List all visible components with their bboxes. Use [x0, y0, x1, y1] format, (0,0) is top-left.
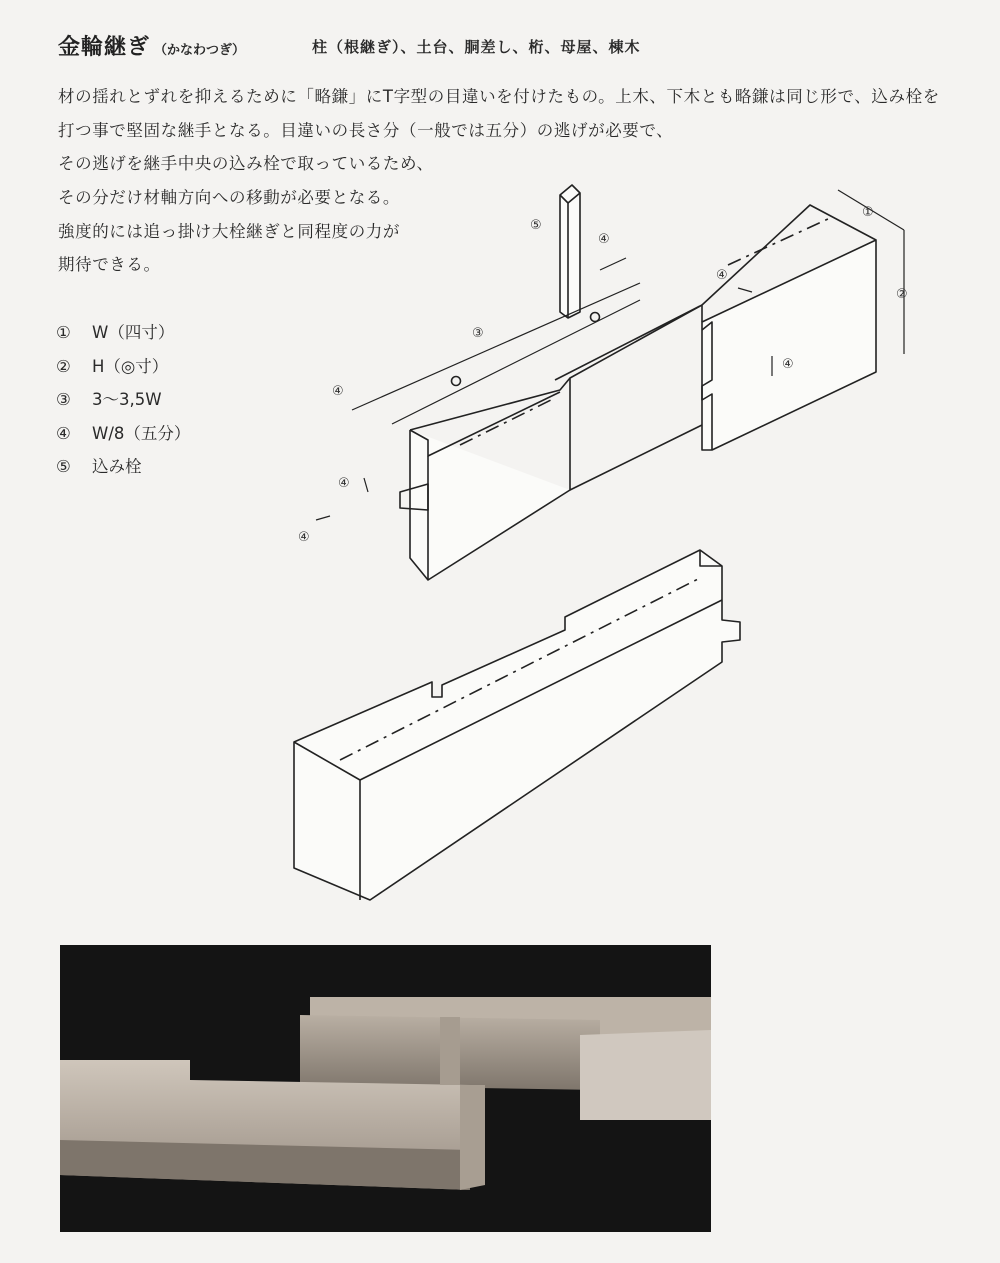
description-line: その分だけ材軸方向への移動が必要となる。: [58, 188, 400, 208]
peg-hole-marker: [452, 377, 461, 386]
label-offset: ④: [598, 232, 610, 247]
applicable-members: 柱（根継ぎ）、土台、胴差し、桁、母屋、棟木: [312, 38, 641, 56]
label-offset: ④: [332, 384, 344, 399]
legend-text: 3〜3,5W: [92, 390, 162, 409]
legend-text: H（◎寸）: [92, 356, 169, 376]
peg-drawing: [560, 185, 580, 318]
description-line: 打つ事で堅固な継手となる。目違いの長さ分（一般では五分）の逃げが必要で、: [58, 120, 674, 140]
legend-number: ①: [56, 323, 71, 342]
description-line: 材の揺れとずれを抑えるために「略鎌」にT字型の目違いを付けたもの。上木、下木とも略鎌は同じ形で、込み栓を: [58, 87, 940, 106]
joint-photo-illustration: [60, 945, 711, 1232]
page-title: 金輪継ぎ: [58, 35, 151, 60]
label-width: ①: [862, 205, 874, 220]
label-offset: ④: [716, 268, 728, 283]
label-peg: ⑤: [530, 218, 542, 233]
label-length: ③: [472, 326, 484, 341]
description-line: 強度的には追っ掛け大栓継ぎと同程度の力が: [58, 221, 400, 241]
legend-number: ③: [56, 390, 71, 409]
title-reading: （かなわつぎ）: [154, 43, 246, 58]
description-line: 期待できる。: [58, 255, 161, 275]
description-line: その逃げを継手中央の込み栓で取っているため、: [58, 154, 434, 174]
label-offset: ④: [782, 357, 794, 372]
legend-number: ④: [56, 423, 71, 443]
label-height: ②: [896, 287, 908, 302]
label-offset: ④: [298, 530, 310, 545]
peg-hole-marker: [591, 313, 600, 322]
legend-number: ⑤: [56, 457, 71, 476]
joint-photo: [60, 945, 711, 1232]
legend-text: W（四寸）: [92, 323, 175, 342]
legend-text: W/8（五分）: [92, 423, 191, 443]
legend-number: ②: [56, 356, 71, 376]
legend-text: 込み栓: [92, 457, 142, 476]
label-offset: ④: [338, 476, 350, 491]
lower-beam-drawing: [294, 550, 740, 900]
upper-beam-drawing: [400, 205, 876, 580]
